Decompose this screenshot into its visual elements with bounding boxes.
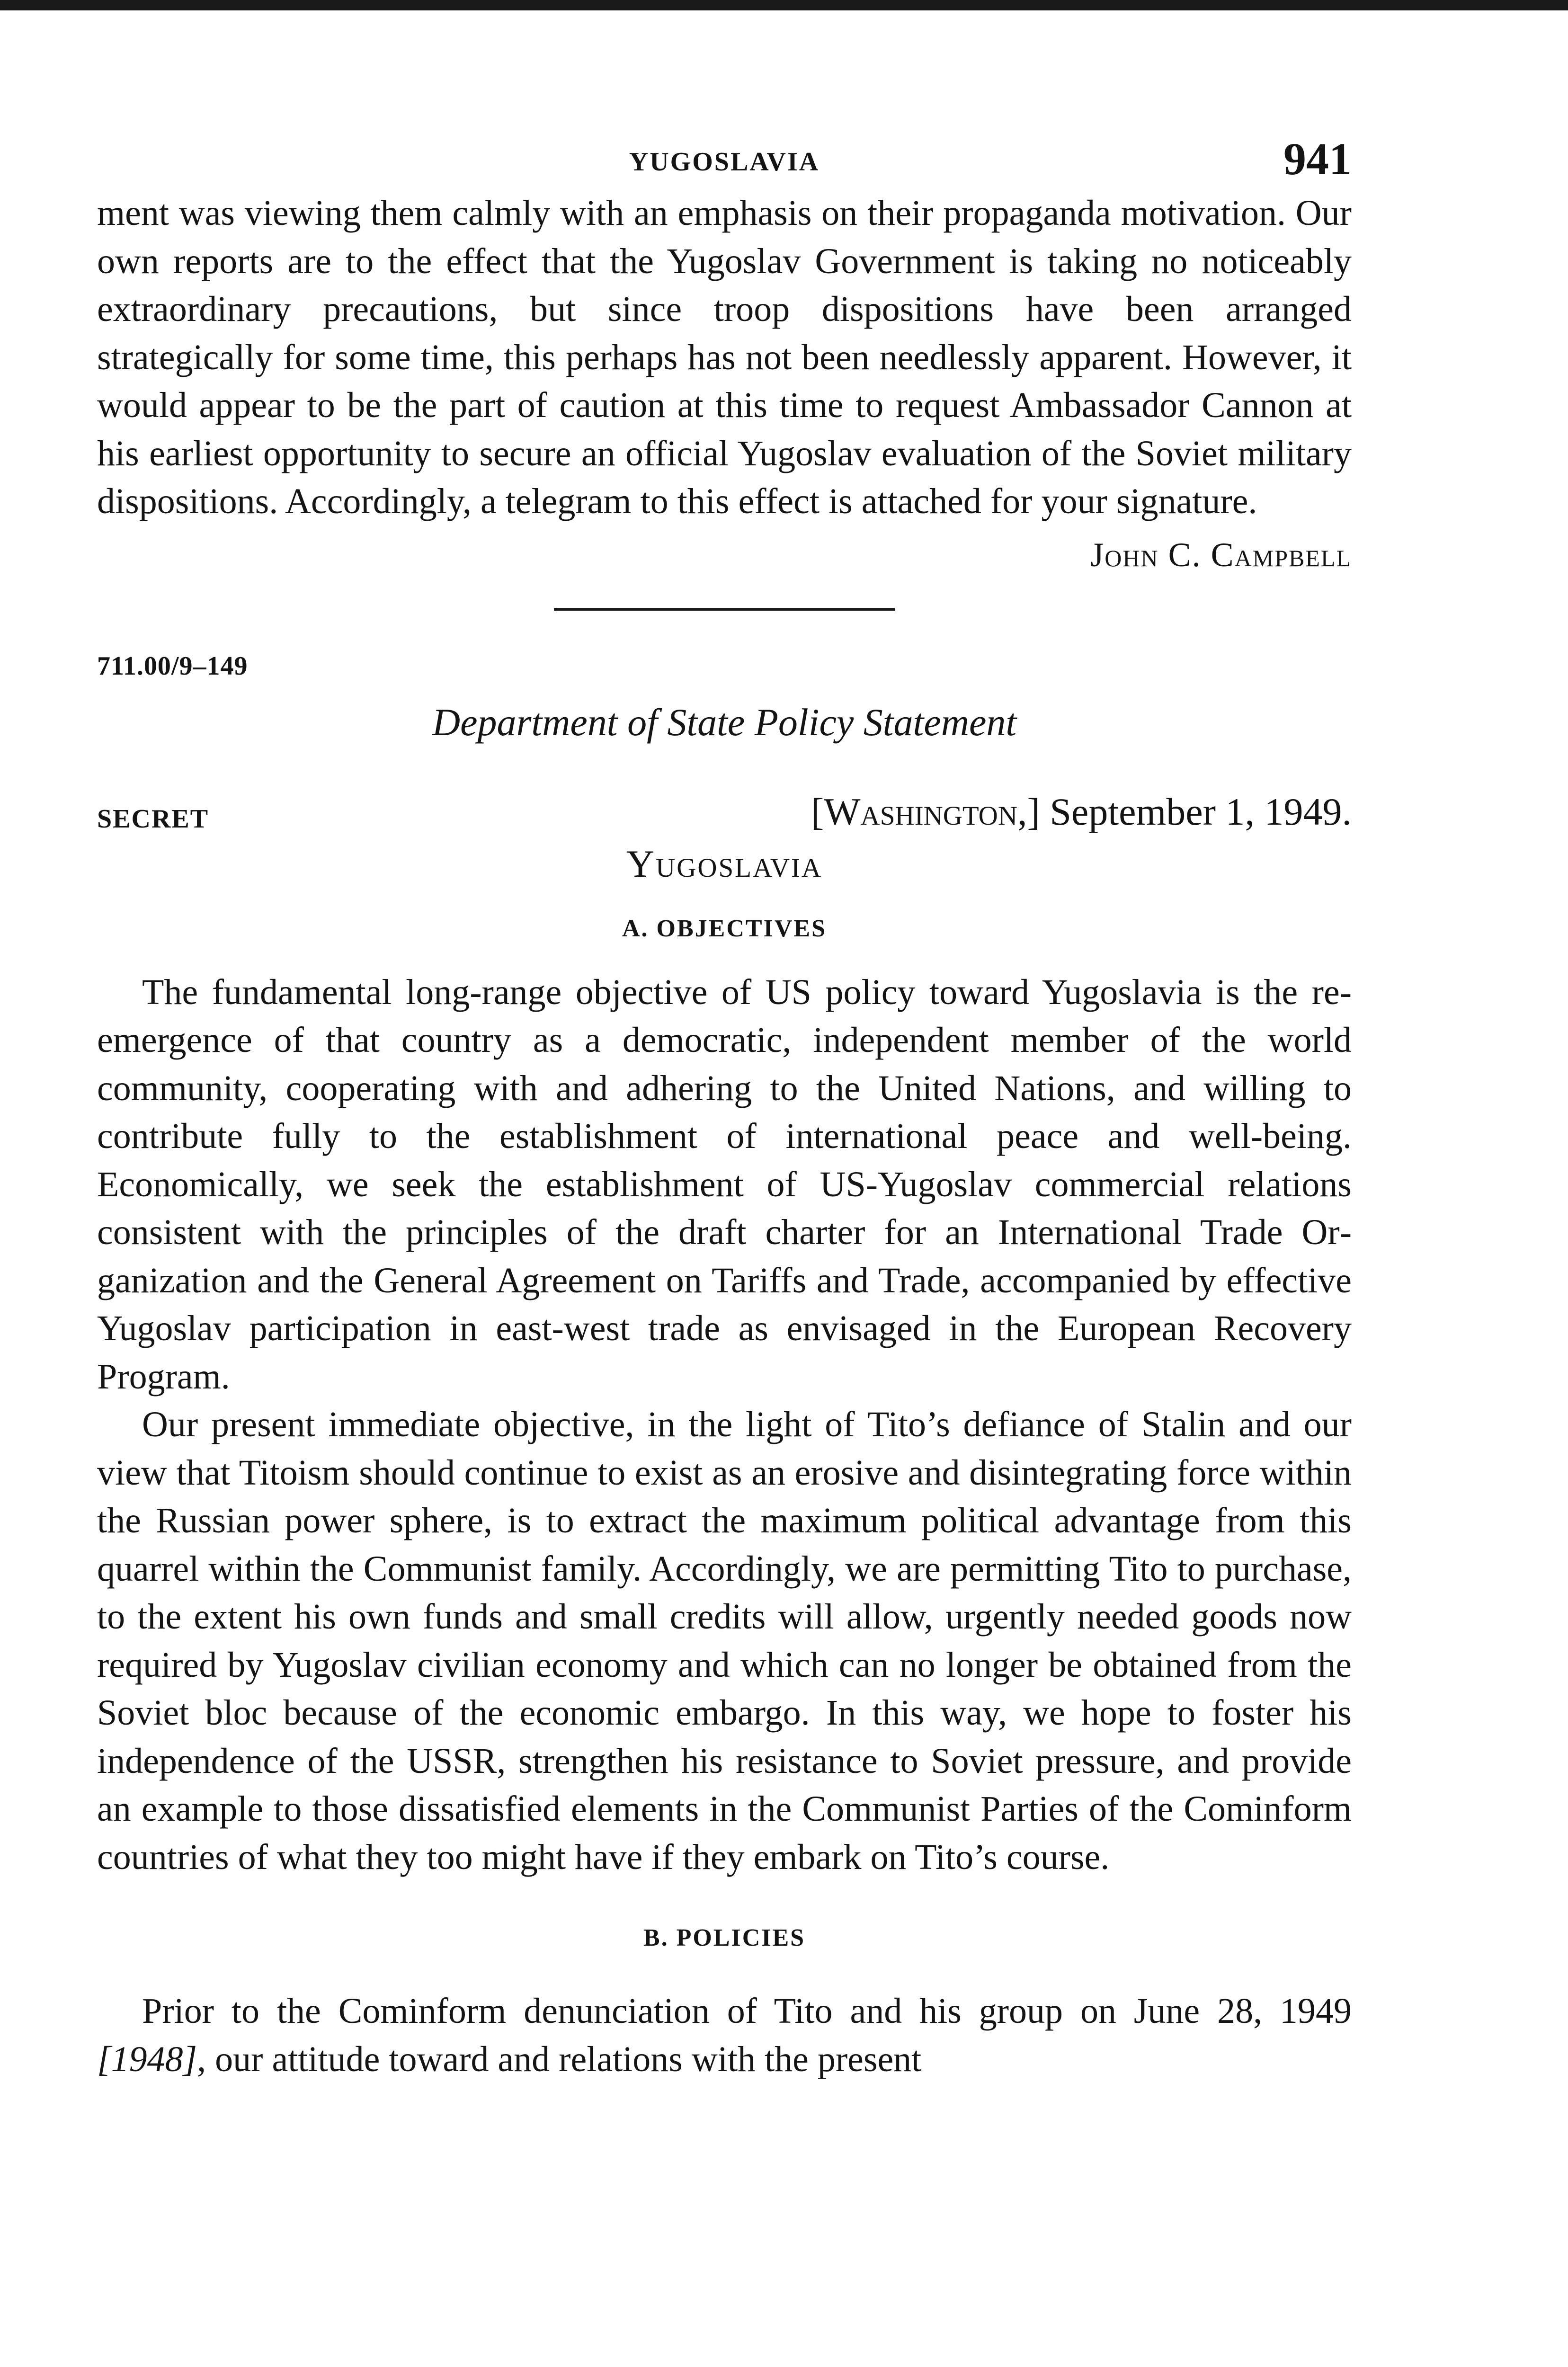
file-number: 711.00/9–149 bbox=[97, 651, 248, 681]
memo-continuation-paragraph: ment was viewing them calmly with an emphasis on their propaganda motivation. Our own reports are to the effect that the Yugoslav Government is taking no noticeably extraordinary precautions, but since troop dispositions have been arranged strategically for some time, this perhaps has not been needlessly apparent. However, it would appear to be the part of caution at this time to request Ambassador Cannon at his earliest opportunity to secure an official Yugoslav evaluation of the Soviet military dispositions. Accordingly, a telegram to this effect is attached for your signature. bbox=[97, 193, 1352, 521]
memo-signature: John C. Campbell bbox=[1090, 535, 1352, 574]
dateline-date: September 1, 1949. bbox=[1040, 790, 1352, 833]
document-page bbox=[97, 133, 1352, 2083]
section-divider bbox=[554, 608, 895, 611]
editorial-correction: [1948] bbox=[97, 2039, 197, 2079]
policies-heading: B. POLICIES bbox=[643, 1924, 806, 1951]
dateline-row bbox=[97, 790, 1352, 842]
top-edge-rule bbox=[0, 0, 1568, 10]
policies-paragraph-1-end: , our attitude toward and relations with the present bbox=[197, 2039, 922, 2079]
dateline bbox=[811, 790, 1352, 834]
objectives-heading: A. OBJECTIVES bbox=[622, 915, 827, 942]
classification-label: SECRET bbox=[97, 804, 209, 834]
document-title: Department of State Policy Statement bbox=[432, 700, 1017, 744]
section-title: Yugoslavia bbox=[626, 842, 823, 885]
policies-paragraph-1-start: Prior to the Cominform denunciation of Tito and his group on June 28, 1949 bbox=[142, 1991, 1352, 2031]
running-title: YUGOSLAVIA bbox=[629, 147, 820, 177]
page-number: 941 bbox=[1283, 133, 1352, 184]
objectives-paragraph-2: Our present immediate objective, in the light of Tito’s defiance of Stalin and our view that Titoism should continue to exist as an erosive and disintegrating force within the Russian power sphere, is to extract the maximum political advantage from this quarrel within the Communist family. Accordingly, we are permitting Tito to purchase, to the extent his own funds and small credits will allow, urgently needed goods now required by Yugoslav civilian economy and which can no longer be obtained from the Soviet bloc because of the economic embargo. In this way, we hope to foster his independence of the USSR, strengthen his resistance to Soviet pressure, and provide an example to those dissatisfied elements in the Communist Parties of the Cominform countries of what they too might have if they embark on Tito’s course. bbox=[97, 1405, 1352, 1877]
dateline-place: [Washington,] bbox=[811, 790, 1040, 833]
objectives-paragraph-1: The fundamental long-range objective of US policy toward Yugoslavia is the re-emergence of that country as a democratic, independent member of the world community, cooperating with and adhering to the United Nations, and willing to contribute fully to the establishment of international peace and well-being. Economically, we seek the establishment of US-Yugoslav commercial relations consistent with the principles of the draft charter for an International Trade Organization and the General Agreement on Tariffs and Trade, accompanied by effective Yugoslav participation in east-west trade as envisaged in the European Recovery Program. bbox=[97, 972, 1352, 1397]
policies-paragraph-1 bbox=[97, 1987, 1352, 2083]
running-head bbox=[97, 133, 1352, 189]
